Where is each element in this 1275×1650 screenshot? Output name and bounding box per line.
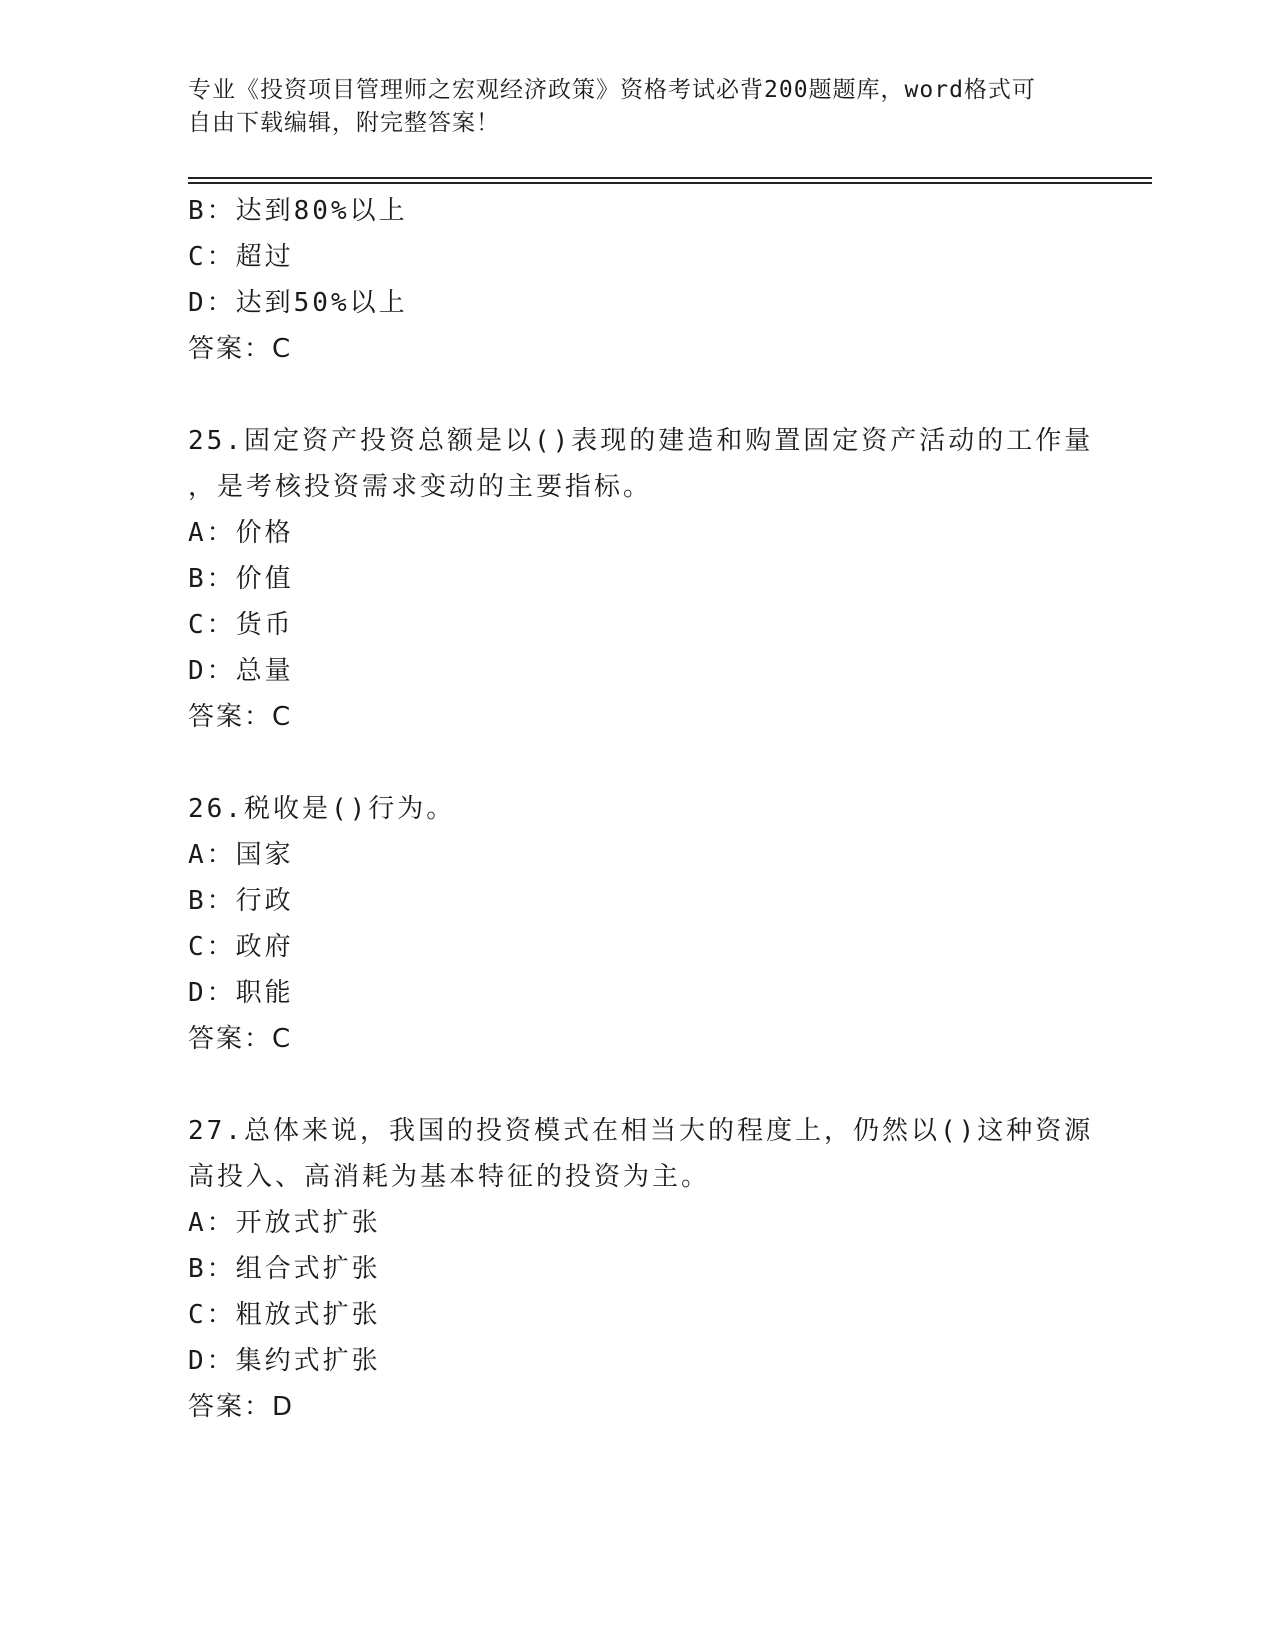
- spacer: [188, 740, 1088, 786]
- option-c: C：粗放式扩张: [188, 1300, 381, 1330]
- answer: 答案：C: [188, 702, 293, 732]
- answer: 答案：D: [188, 1392, 295, 1422]
- question-stem-line-1: 27.总体来说，我国的投资模式在相当大的程度上，仍然以()这种资源: [188, 1116, 1094, 1146]
- question-26: [188, 786, 1088, 1062]
- option-a: A：价格: [188, 518, 294, 548]
- question-stem-line-1: 26.税收是()行为。: [188, 794, 456, 824]
- header-line-2: 自由下载编辑，附完整答案！: [188, 110, 500, 136]
- question-stem-line-1: 25.固定资产投资总额是以()表现的建造和购置固定资产活动的工作量: [188, 426, 1094, 456]
- option-d: D：职能: [188, 978, 294, 1008]
- option-c: C：货币: [188, 610, 294, 640]
- question-27: [188, 1108, 1094, 1430]
- header-divider-bottom: [188, 182, 1152, 184]
- option-d: D：达到50%以上: [188, 288, 408, 318]
- document-header: [188, 74, 1088, 140]
- option-d: D：总量: [188, 656, 294, 686]
- spacer: [188, 372, 1088, 418]
- option-c: C：政府: [188, 932, 294, 962]
- header-divider-top: [188, 177, 1152, 179]
- option-b: B：价值: [188, 564, 294, 594]
- question-25: [188, 418, 1094, 740]
- option-a: A：开放式扩张: [188, 1208, 381, 1238]
- question-stem-line-2: ，是考核投资需求变动的主要指标。: [188, 472, 653, 502]
- question-list: [188, 188, 1094, 1430]
- question-24-continuation: [188, 188, 1088, 372]
- option-a: A：国家: [188, 840, 294, 870]
- option-c: C：超过: [188, 242, 294, 272]
- option-d: D：集约式扩张: [188, 1346, 381, 1376]
- spacer: [188, 1062, 1088, 1108]
- header-line-1: 专业《投资项目管理师之宏观经济政策》资格考试必背200题题库，word格式可: [188, 77, 1036, 103]
- question-stem-line-2: 高投入、高消耗为基本特征的投资为主。: [188, 1162, 711, 1192]
- answer: 答案：C: [188, 334, 293, 364]
- option-b: B：组合式扩张: [188, 1254, 381, 1284]
- answer: 答案：C: [188, 1024, 293, 1054]
- option-b: B：达到80%以上: [188, 196, 408, 226]
- option-b: B：行政: [188, 886, 294, 916]
